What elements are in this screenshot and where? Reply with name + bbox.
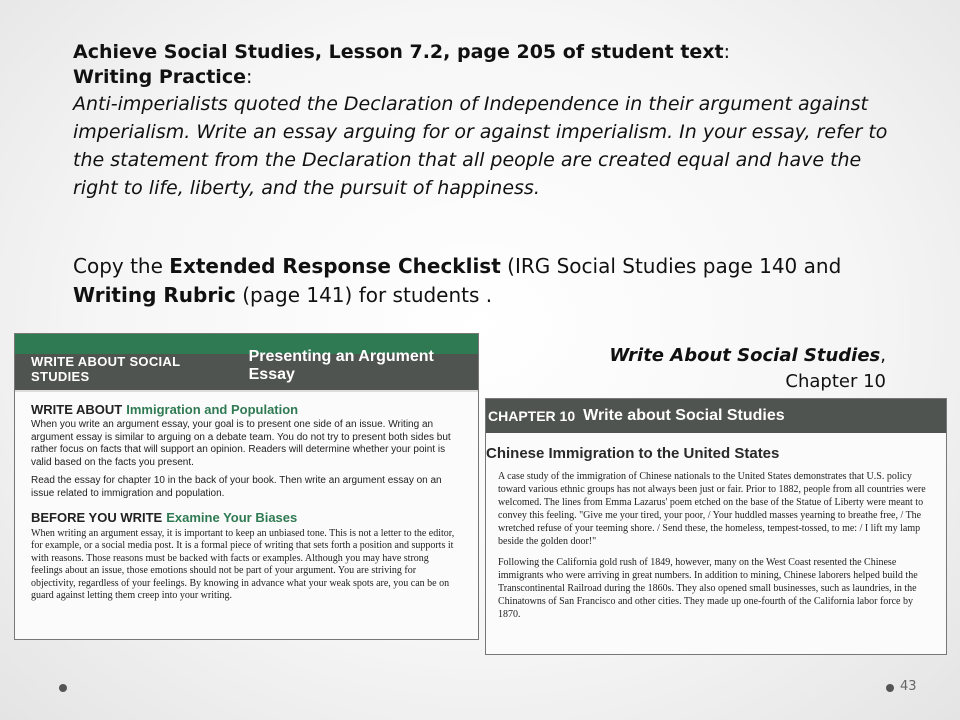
lesson-title: Achieve Social Studies, Lesson 7.2, page 205 of student text [73,41,724,63]
write-about-para-2: Read the essay for chapter 10 in the back of your book. Then write an argument essay on an issue related to immigration and population. [31,475,442,499]
write-about-para-1: When you write an argument essay, your goal is to present one side of an issue. Writing an argument essay is similar to arguing on a debate team. You do not try to present both sides but rather focus on facts that will support an opinion. Readers will determine whether your point is valid based on the facts you present. [31,419,451,468]
writing-practice-label: Writing Practice [73,66,246,88]
copy-instruction: Copy the Extended Response Checklist (IRG Social Studies page 140 and Writing Rubric (page 141) for students . [73,254,842,307]
writing-prompt: Anti-imperialists quoted the Declaration of Independence in their argument against imperialism. Write an essay arguing for or against imperialism. In your essay, refer to the statement from the Declaration that all people are created equal and have the right to life, liberty, and the pursuit of happiness. [73,93,888,199]
right-scan-body [486,462,946,621]
textbook-scan-left [14,333,479,640]
before-you-write-heading: BEFORE YOU WRITE Examine Your Biases [31,510,298,525]
right-scan-banner [486,399,946,433]
caption-chapter: Chapter 10 [785,371,886,392]
left-scan-kicker: WRITE ABOUT SOCIAL STUDIES [31,354,181,384]
rubric-ref: Writing Rubric [73,283,236,307]
textbook-scan-right [485,398,947,655]
checklist-ref: Extended Response Checklist [169,254,501,278]
writing-practice-heading: Writing Practice: [73,66,253,88]
write-about-section [15,402,478,500]
page-number: 43 [900,679,917,694]
write-about-heading: WRITE ABOUT Immigration and Population [31,402,299,417]
before-you-write-section [15,510,478,602]
lesson-heading: Achieve Social Studies, Lesson 7.2, page 205 of student text: [73,41,731,63]
scan-caption: Write About Social Studies, Chapter 10 [609,343,886,395]
right-scan-kicker: CHAPTER 10 [488,408,576,424]
footer-dot-left [59,684,67,692]
right-scan-subtitle: Chinese Immigration to the United States [486,445,780,462]
caption-title: Write About Social Studies [609,345,881,366]
before-you-write-para: When writing an argument essay, it is important to keep an unbiased tone. This is not a letter to the editor, for example, or a social media post. It is a formal piece of writing that sets forth a position and supports it with reasons. Those reasons must be backed with facts or examples. Although you may have strong feelings about an issue, those emotions should not be part of your argument. You are striving for objectivity, regardless of your feelings. By knowing in advance what your weak spots are, you can be on guard against letting them creep into your writing. [31,528,455,602]
right-scan-title: Write about Social Studies [583,407,785,424]
left-scan-banner [15,348,478,392]
slide-header [73,40,933,202]
left-scan-title: Presenting an Argument Essay [248,348,434,383]
right-scan-para-1: A case study of the immigration of Chinese nationals to the United States demonstrates that U.S. policy toward various ethnic groups has not always been just or fair. Prior to 1882, people from all countries were welcomed. The lines from Emma Lazarus' poem etched on the base of the Statue of Liberty were meant to convey this feeling. "Give me your tired, your poor, / Your huddled masses yearning to breathe free, / The wretched refuse of your teeming shore. / Send these, the homeless, tempest-tossed, to me: / I lift my lamp beside the golden door!" [498,471,926,547]
right-scan-para-2: Following the California gold rush of 1849, however, many on the West Coast resented the Chinese immigrants who were arriving in great numbers. In addition to mining, Chinese laborers helped build the Transcontinental Railroad during the 1860s. They also opened small businesses, such as laundries, in the Chinatowns of San Francisco and other cities. They made up one-fourth of the California labor force by 1870. [498,557,918,620]
footer-dot-right [886,684,894,692]
